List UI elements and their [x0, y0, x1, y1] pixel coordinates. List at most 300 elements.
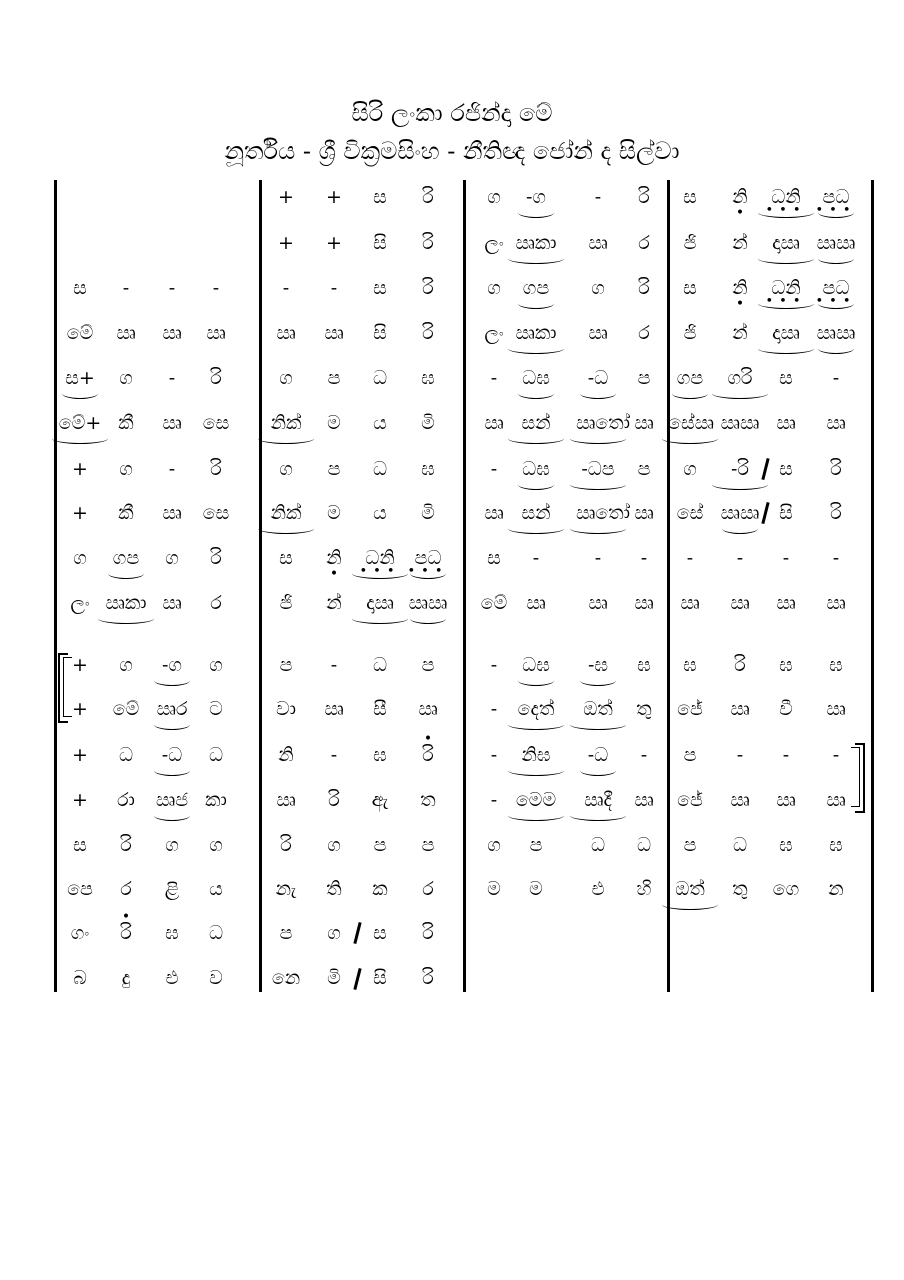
note-text: ප — [683, 834, 697, 856]
note-text: ඍ — [634, 412, 654, 434]
note-cell — [668, 454, 712, 484]
note-cell — [472, 543, 516, 573]
note-text: ප — [279, 654, 293, 676]
note-text: රි — [734, 654, 746, 676]
note-cell — [576, 273, 620, 303]
note-cell — [104, 650, 148, 680]
note-cell — [718, 363, 762, 393]
note-cell — [264, 740, 308, 770]
note-text: මේ+ — [58, 412, 102, 434]
note-cell — [668, 830, 712, 860]
note-cell — [472, 273, 516, 303]
note-cell — [576, 228, 620, 258]
note-text: - — [594, 186, 602, 208]
note-cell — [406, 874, 450, 904]
slur-arc — [662, 433, 718, 444]
note-text: ප — [637, 367, 651, 389]
note-cell — [764, 363, 808, 393]
note-text: ග — [165, 834, 179, 856]
note-text: මේ — [480, 592, 508, 614]
note-cell — [668, 408, 712, 438]
note-cell — [358, 694, 402, 724]
note-text: රි — [638, 277, 650, 299]
slur-arc — [518, 388, 554, 399]
slur-arc — [580, 675, 616, 686]
note-cell — [358, 182, 402, 212]
slur-arc — [508, 253, 564, 264]
note-cell — [264, 694, 308, 724]
note-text: + — [326, 232, 342, 254]
note-text: රි — [638, 186, 650, 208]
note-cell — [150, 454, 194, 484]
note-cell — [406, 650, 450, 680]
note-text: ලං — [484, 232, 504, 254]
note-text: ඍ — [634, 789, 654, 811]
slur-arc — [154, 810, 190, 821]
note-text: ය — [209, 878, 223, 900]
note-cell — [104, 740, 148, 770]
note-cell — [764, 874, 808, 904]
note-text: ධඝ — [522, 654, 550, 676]
note-cell — [150, 363, 194, 393]
note-cell — [358, 830, 402, 860]
note-cell — [358, 874, 402, 904]
note-cell — [764, 740, 808, 770]
note-text: - — [490, 698, 498, 720]
slur-arc — [722, 523, 758, 534]
note-cell — [576, 874, 620, 904]
slur-arc — [712, 479, 768, 490]
note-text: පධ — [822, 186, 850, 208]
note-text: - — [640, 547, 648, 569]
barline — [871, 180, 874, 992]
note-text: ජි — [279, 592, 293, 614]
note-text: සි — [373, 232, 387, 254]
note-cell — [718, 273, 762, 312]
upper-octave-dot: • — [121, 909, 131, 925]
note-text: ඍර — [156, 698, 188, 720]
slur-arc — [410, 613, 446, 624]
note-cell — [576, 543, 620, 573]
note-text: ඍ — [162, 412, 182, 434]
note-cell — [264, 273, 308, 303]
note-cell — [312, 228, 356, 258]
note-text: ඍ — [634, 502, 654, 524]
note-cell — [514, 273, 558, 303]
note-text: ඝ — [637, 654, 651, 676]
note-text: + — [72, 789, 88, 811]
note-text: රි — [210, 547, 222, 569]
note-text: ගප — [522, 277, 550, 299]
note-text: ග — [327, 834, 341, 856]
note-cell — [312, 918, 356, 948]
note-cell — [264, 650, 308, 680]
note-text: - — [736, 744, 744, 766]
note-text: සෙ — [202, 412, 230, 434]
note-cell — [622, 228, 666, 258]
note-cell — [814, 694, 858, 724]
note-text: -ග — [161, 654, 182, 676]
note-cell — [406, 918, 450, 948]
note-cell — [264, 874, 308, 904]
note-text: ඝ — [165, 922, 179, 944]
note-text: ඍ — [588, 322, 608, 344]
note-cell — [514, 498, 558, 528]
note-cell — [58, 650, 102, 680]
note-text: ඍ — [730, 789, 750, 811]
note-text: ම — [327, 502, 341, 524]
lower-octave-dots: ••• — [407, 564, 449, 579]
note-text: සේ — [676, 502, 704, 524]
note-text: එ — [165, 967, 179, 989]
note-text: - — [330, 277, 338, 299]
note-text: ඍ — [418, 698, 438, 720]
note-cell — [58, 874, 102, 904]
note-cell — [312, 785, 356, 815]
slur-arc — [62, 388, 98, 399]
note-cell — [764, 785, 808, 815]
note-text: ගං — [70, 922, 90, 944]
note-text: ඍ — [588, 232, 608, 254]
note-cell — [514, 650, 558, 680]
note-text: ඍ — [162, 322, 182, 344]
note-text: ධ — [118, 744, 134, 766]
note-text: ප — [373, 834, 387, 856]
note-text: ඍ — [526, 592, 546, 614]
note-cell — [764, 588, 808, 618]
note-text: -ධ — [587, 744, 609, 766]
note-cell — [194, 785, 238, 815]
lower-octave-dots: ••• — [765, 294, 807, 309]
note-text: රි — [422, 186, 434, 208]
note-text: ග — [209, 654, 223, 676]
note-cell — [764, 650, 808, 680]
slur-arc — [108, 568, 144, 579]
note-text: කී — [118, 502, 134, 524]
note-text: + — [72, 458, 88, 480]
note-text: ප — [421, 834, 435, 856]
note-text: පධ — [822, 277, 850, 299]
note-cell — [472, 650, 516, 680]
note-text: ග — [683, 458, 697, 480]
note-cell — [814, 408, 858, 438]
note-cell — [358, 273, 402, 303]
note-text: ඍ — [776, 412, 796, 434]
note-text: හි — [636, 878, 652, 900]
note-cell — [264, 918, 308, 948]
note-text: - — [490, 744, 498, 766]
note-text: ම — [487, 878, 501, 900]
note-text: - — [490, 789, 498, 811]
note-cell — [58, 588, 102, 618]
note-cell — [150, 408, 194, 438]
note-cell — [104, 785, 148, 815]
note-cell — [194, 830, 238, 860]
note-cell — [194, 408, 238, 438]
note-cell — [150, 963, 194, 993]
note-cell — [150, 318, 194, 348]
note-text: ඍතෝ — [576, 502, 630, 524]
note-text: ඍ — [588, 592, 608, 614]
note-text: - — [282, 277, 290, 299]
note-text: ස — [373, 922, 387, 944]
note-text: ඍ — [826, 789, 846, 811]
note-cell — [406, 543, 450, 579]
note-cell — [576, 650, 620, 680]
note-cell — [104, 408, 148, 438]
note-text: න් — [732, 322, 748, 344]
note-cell — [406, 408, 450, 438]
note-text: සි — [373, 322, 387, 344]
note-text: ඍකා — [105, 592, 147, 614]
lower-octave-dot: • — [735, 296, 745, 312]
note-text: ඍඍ — [408, 592, 448, 614]
note-cell — [514, 694, 558, 724]
note-text: ට — [209, 698, 223, 720]
note-text: ඍ — [680, 592, 700, 614]
note-cell — [814, 874, 858, 904]
note-cell — [358, 408, 402, 438]
note-text: ඍඍ — [720, 502, 760, 524]
slur-arc — [570, 719, 626, 730]
note-cell — [104, 498, 148, 528]
note-text: ධ — [636, 834, 652, 856]
note-cell — [622, 498, 666, 528]
note-text: ඝ — [829, 834, 843, 856]
slur-arc — [52, 433, 108, 444]
note-text: ලං — [70, 592, 90, 614]
note-cell — [668, 498, 712, 528]
slur-arc — [258, 433, 314, 444]
note-cell — [576, 182, 620, 212]
note-cell — [472, 588, 516, 618]
note-cell — [406, 498, 450, 528]
slur-arc — [758, 343, 814, 354]
note-cell — [312, 650, 356, 680]
note-text: ඝ — [373, 744, 387, 766]
note-text: ය — [373, 412, 387, 434]
note-cell — [622, 454, 666, 484]
note-text: ඍ — [484, 502, 504, 524]
note-text: සි — [373, 967, 387, 989]
note-text: දාඍ — [366, 592, 394, 614]
note-text: ග — [487, 186, 501, 208]
note-text: ඍදී — [584, 789, 612, 811]
note-cell — [150, 830, 194, 860]
note-cell — [150, 785, 194, 815]
note-cell — [150, 650, 194, 680]
note-cell — [764, 408, 808, 438]
slur-arc — [154, 675, 190, 686]
note-cell — [718, 694, 762, 724]
note-cell — [668, 874, 712, 904]
note-text: ඍ — [206, 322, 226, 344]
note-text: රා — [117, 789, 135, 811]
note-cell — [58, 454, 102, 484]
note-cell — [150, 543, 194, 573]
note-cell — [358, 363, 402, 393]
note-cell — [312, 318, 356, 348]
note-text: ම — [327, 412, 341, 434]
note-text: ධනි — [771, 186, 801, 208]
note-cell — [718, 830, 762, 860]
note-cell — [264, 318, 308, 348]
note-text: සී — [373, 698, 387, 720]
note-cell — [514, 785, 558, 815]
note-text: එ — [591, 878, 605, 900]
note-cell — [668, 318, 712, 348]
note-cell — [406, 830, 450, 860]
slur-arc — [672, 388, 708, 399]
note-text: ප — [421, 654, 435, 676]
note-cell — [514, 543, 558, 573]
note-text: රි — [422, 322, 434, 344]
note-cell — [194, 588, 238, 618]
note-cell — [194, 740, 238, 770]
note-cell — [814, 363, 858, 393]
note-text: මි — [327, 967, 341, 989]
note-cell — [472, 182, 516, 212]
note-cell — [194, 454, 238, 484]
note-text: ස — [373, 186, 387, 208]
note-cell — [514, 740, 558, 770]
note-cell — [104, 874, 148, 904]
slur-arc — [818, 343, 854, 354]
note-text: ජේ — [677, 698, 703, 720]
note-cell — [104, 454, 148, 484]
note-cell — [514, 318, 558, 348]
note-text: ධ — [372, 367, 388, 389]
note-text: ර — [210, 592, 222, 614]
note-text: නි — [732, 186, 748, 208]
note-text: න් — [326, 592, 342, 614]
note-cell — [264, 363, 308, 393]
note-text: මේ — [66, 322, 94, 344]
note-cell — [104, 363, 148, 393]
note-text: ගරි — [727, 367, 753, 389]
note-text: ග — [279, 367, 293, 389]
note-text: ග — [209, 834, 223, 856]
note-text: ග — [119, 654, 133, 676]
note-cell — [576, 454, 620, 484]
note-text: - — [168, 367, 176, 389]
note-cell — [514, 363, 558, 393]
note-text: ප — [637, 458, 651, 480]
note-cell — [150, 273, 194, 303]
note-text: ගප — [676, 367, 704, 389]
note-cell — [264, 454, 308, 484]
note-cell — [312, 408, 356, 438]
note-text: ඔත් — [675, 878, 705, 900]
note-cell — [622, 694, 666, 724]
note-text: - — [832, 547, 840, 569]
note-text: ඍ — [116, 322, 136, 344]
note-text: ඍඍ — [720, 412, 760, 434]
note-text: - — [330, 654, 338, 676]
note-text: ග — [119, 458, 133, 480]
note-cell — [358, 454, 402, 484]
note-text: ඍ — [776, 592, 796, 614]
note-text: ඔත් — [583, 698, 613, 720]
note-cell — [576, 363, 620, 393]
note-text: රි — [210, 458, 222, 480]
note-cell — [764, 543, 808, 573]
slur-arc — [518, 298, 554, 309]
note-text: නික් — [270, 412, 302, 434]
note-cell — [718, 408, 762, 438]
note-text: ධ — [590, 834, 606, 856]
note-cell — [814, 228, 858, 258]
note-cell — [814, 498, 858, 528]
note-text: ත — [420, 789, 436, 811]
note-cell — [58, 918, 102, 948]
note-cell — [814, 740, 858, 770]
note-text: ස — [779, 367, 793, 389]
slur-arc — [662, 899, 718, 910]
note-text: + — [72, 698, 88, 720]
note-cell — [312, 454, 356, 484]
note-text: ග — [119, 367, 133, 389]
note-cell — [58, 694, 102, 724]
note-cell — [58, 740, 102, 770]
note-cell — [150, 918, 194, 948]
note-cell — [194, 650, 238, 680]
note-text: නෙ — [271, 967, 301, 989]
note-text: -රි — [731, 458, 749, 480]
note-text: රි — [120, 922, 132, 944]
note-text: ඍ — [324, 322, 344, 344]
upper-octave-dot: • — [423, 731, 433, 747]
note-text: සි — [779, 502, 793, 524]
note-text: නි — [326, 547, 342, 569]
note-cell — [312, 963, 356, 993]
note-text: ක — [372, 878, 388, 900]
note-text: රි — [422, 744, 434, 766]
note-text: ඍ — [324, 698, 344, 720]
note-cell — [622, 874, 666, 904]
note-cell — [150, 588, 194, 618]
slur-arc — [352, 613, 408, 624]
note-cell — [194, 694, 238, 724]
note-text: ග — [165, 547, 179, 569]
note-text: ඝ — [421, 458, 435, 480]
note-cell — [358, 740, 402, 770]
note-text: දෙත් — [517, 698, 555, 720]
note-text: පෙ — [67, 878, 93, 900]
note-cell — [472, 363, 516, 393]
note-cell — [194, 543, 238, 573]
note-text: මි — [421, 412, 435, 434]
note-text: ළි — [164, 878, 180, 900]
note-text: ඝ — [779, 654, 793, 676]
note-text: ග — [279, 458, 293, 480]
note-text: ස — [73, 277, 87, 299]
note-cell — [194, 963, 238, 993]
note-cell — [358, 588, 402, 618]
note-text: වී — [779, 698, 793, 720]
note-text: නිඝ — [521, 744, 551, 766]
note-text: ඍජ — [155, 789, 189, 811]
note-text: දාඍ — [772, 232, 800, 254]
note-cell — [58, 498, 102, 528]
note-cell — [668, 694, 712, 724]
lower-octave-dots: ••• — [815, 203, 857, 218]
note-text: -ධප — [581, 458, 615, 480]
note-cell — [104, 830, 148, 860]
note-text: මේ — [112, 698, 140, 720]
note-text: + — [72, 502, 88, 524]
note-cell — [358, 963, 402, 993]
